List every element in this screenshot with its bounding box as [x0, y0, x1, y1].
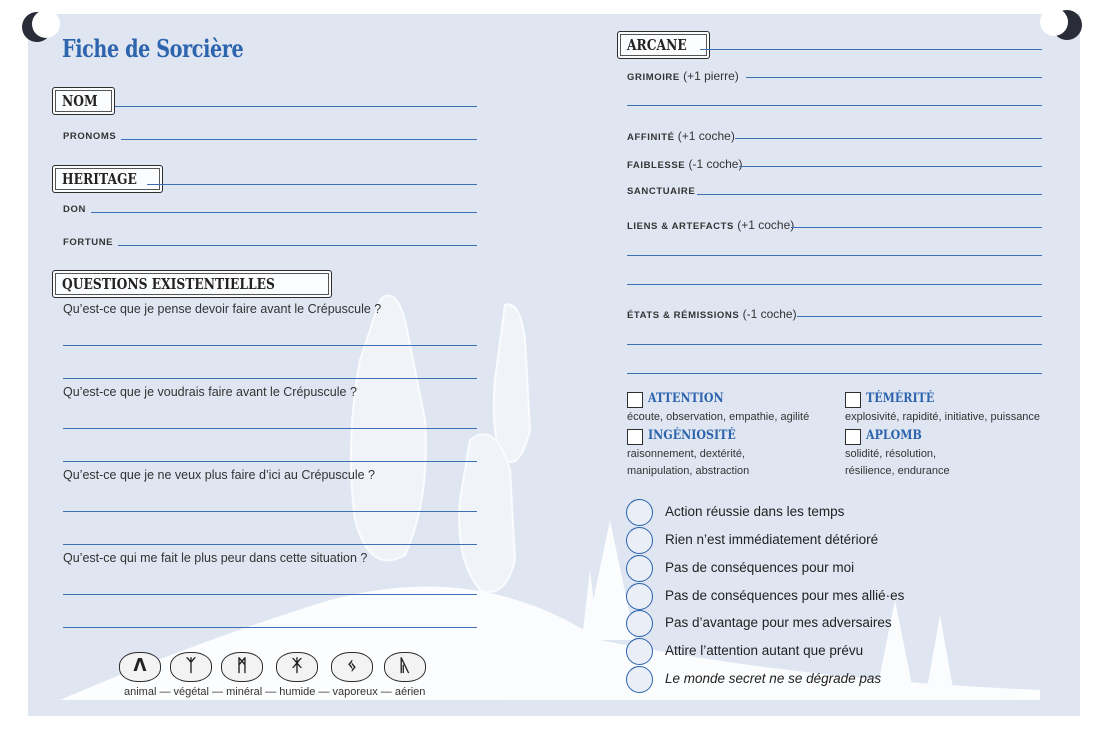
grimoire-field-2[interactable] — [627, 105, 1042, 106]
answer-line[interactable] — [63, 511, 477, 512]
ingeniosite-checkbox[interactable] — [627, 429, 643, 445]
rune-mineral-icon[interactable]: ᛗ — [221, 652, 263, 682]
result-item: Pas d’avantage pour mes adversaires — [665, 615, 892, 630]
result-circle[interactable] — [626, 583, 653, 610]
question-2: Qu’est-ce que je voudrais faire avant le Crépuscule ? — [63, 385, 357, 399]
sanctuaire-label: SANCTUAIRE — [627, 186, 696, 197]
question-4: Qu’est-ce qui me fait le plus peur dans cette situation ? — [63, 551, 368, 565]
aplomb-desc-2: résilience, endurance — [845, 465, 950, 477]
rune-vegetal-icon[interactable]: ᛉ — [170, 652, 212, 682]
result-item: Le monde secret ne se dégrade pas — [665, 671, 882, 686]
faiblesse-field[interactable] — [739, 166, 1042, 167]
result-circle[interactable] — [626, 666, 653, 693]
rune-animal-icon[interactable]: ᐱ — [119, 652, 161, 682]
questions-tag: QUESTIONS EXISTENTIELLES — [52, 270, 332, 298]
sanctuaire-field[interactable] — [697, 194, 1042, 195]
aplomb-desc-1: solidité, résolution, — [845, 448, 937, 460]
rune-humide-icon[interactable]: ᛡ — [276, 652, 318, 682]
faiblesse-label: FAIBLESSE (-1 coche) — [627, 157, 743, 171]
result-item: Pas de conséquences pour mes allié·es — [665, 588, 905, 603]
liens-field-3[interactable] — [627, 284, 1042, 285]
grimoire-label: GRIMOIRE (+1 pierre) — [627, 69, 739, 83]
affinite-label: AFFINITÉ (+1 coche) — [627, 129, 735, 143]
don-label: DON — [63, 204, 86, 215]
attention-checkbox[interactable] — [627, 392, 643, 408]
temerite-checkbox[interactable] — [845, 392, 861, 408]
nom-field[interactable] — [115, 106, 477, 107]
heritage-field[interactable] — [147, 184, 477, 185]
question-3: Qu’est-ce que je ne veux plus faire d’ici au Crépuscule ? — [63, 468, 375, 482]
standing-stone-small — [494, 304, 530, 462]
aplomb-checkbox[interactable] — [845, 429, 861, 445]
answer-line[interactable] — [63, 544, 477, 545]
don-field[interactable] — [91, 212, 477, 213]
standing-stone-medium — [459, 434, 515, 592]
moon-icon — [1052, 10, 1082, 40]
ingeniosite-name: INGÉNIOSITÉ — [648, 428, 736, 443]
moon-icon — [22, 12, 52, 42]
rune-caption: animal — végétal — minéral — humide — vaporeux — aérien — [124, 686, 426, 698]
answer-line[interactable] — [63, 378, 477, 379]
answer-line[interactable] — [63, 594, 477, 595]
answer-line[interactable] — [63, 428, 477, 429]
rune-vaporeux-icon[interactable]: ᛃ — [331, 652, 373, 682]
attention-name: ATTENTION — [648, 391, 724, 406]
result-circle[interactable] — [626, 527, 653, 554]
result-item: Rien n’est immédiatement détérioré — [665, 532, 879, 547]
liens-field-2[interactable] — [627, 255, 1042, 256]
heritage-tag: HERITAGE — [52, 165, 163, 193]
attention-desc: écoute, observation, empathie, agilité — [627, 411, 810, 423]
result-circle[interactable] — [626, 499, 653, 526]
pronoms-label: PRONOMS — [63, 131, 117, 142]
answer-line[interactable] — [63, 345, 477, 346]
etats-label: ÉTATS & RÉMISSIONS (-1 coche) — [627, 307, 797, 321]
aplomb-name: APLOMB — [866, 428, 922, 443]
fortune-field[interactable] — [118, 245, 477, 246]
result-item: Action réussie dans les temps — [665, 504, 845, 519]
etats-field[interactable] — [797, 316, 1042, 317]
arcane-field[interactable] — [700, 49, 1042, 50]
rune-aerien-icon[interactable]: ᚣ — [384, 652, 426, 682]
temerite-desc: explosivité, rapidité, initiative, puissance — [845, 411, 1041, 423]
ingeniosite-desc-2: manipulation, abstraction — [627, 465, 750, 477]
pronoms-field[interactable] — [121, 139, 477, 140]
result-circle[interactable] — [626, 638, 653, 665]
result-item: Attire l’attention autant que prévu — [665, 643, 864, 658]
answer-line[interactable] — [63, 627, 477, 628]
ingeniosite-desc-1: raisonnement, dextérité, — [627, 448, 746, 460]
etats-field-2[interactable] — [627, 344, 1042, 345]
arcane-tag: ARCANE — [617, 31, 710, 59]
grimoire-field[interactable] — [746, 77, 1042, 78]
result-item: Pas de conséquences pour moi — [665, 560, 855, 575]
result-circle[interactable] — [626, 610, 653, 637]
sheet-title: Fiche de Sorcière — [62, 34, 244, 63]
result-circle[interactable] — [626, 555, 653, 582]
nom-tag: NOM — [52, 87, 115, 115]
liens-label: LIENS & ARTEFACTS (+1 coche) — [627, 218, 795, 232]
etats-field-3[interactable] — [627, 373, 1042, 374]
liens-field[interactable] — [791, 227, 1042, 228]
answer-line[interactable] — [63, 461, 477, 462]
temerite-name: TÉMÉRITÉ — [866, 391, 935, 406]
affinite-field[interactable] — [735, 138, 1042, 139]
fortune-label: FORTUNE — [63, 237, 114, 248]
question-1: Qu’est-ce que je pense devoir faire avant le Crépuscule ? — [63, 302, 382, 316]
